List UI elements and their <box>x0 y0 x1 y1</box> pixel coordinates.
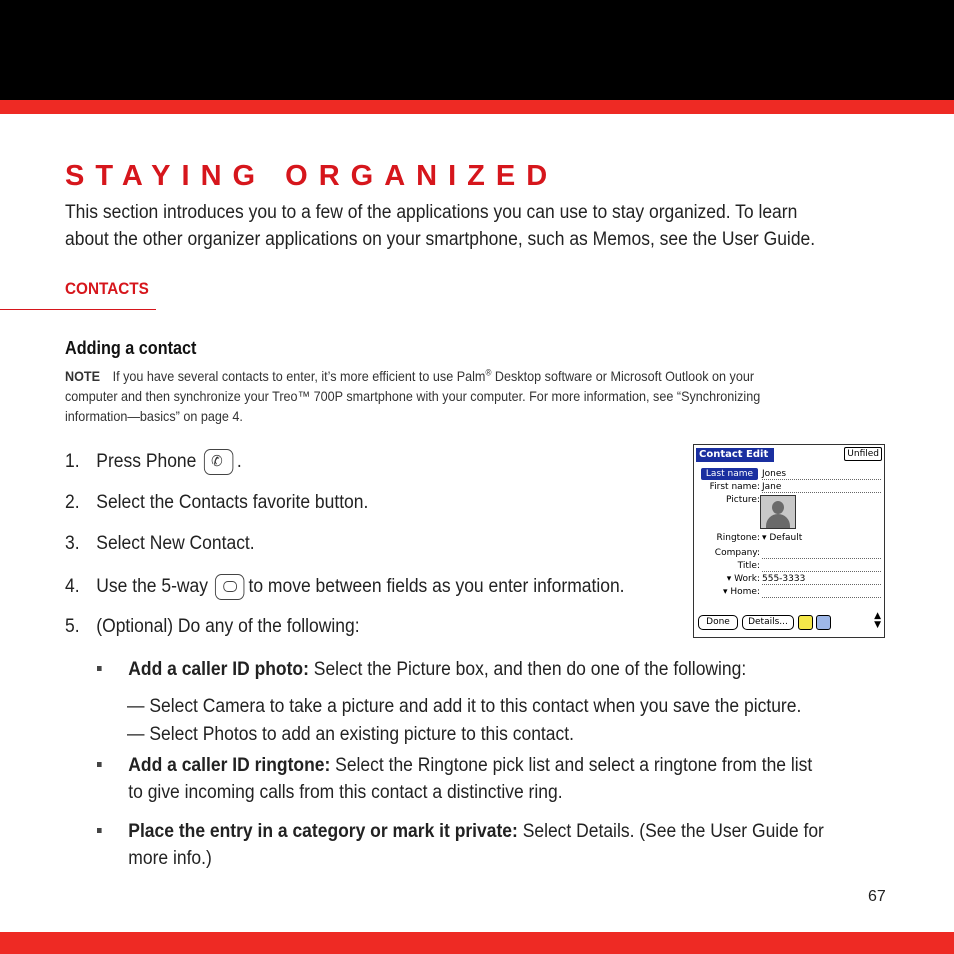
first-name-value[interactable]: Jane <box>762 482 782 492</box>
step-3: 3. Select New Contact. <box>65 533 255 554</box>
bullet-caller-ringtone: Add a caller ID ringtone: Select the Ringtone pick list and select a ringtone from the list to give incoming calls from this contact a distinctive ring. <box>97 752 833 806</box>
last-name-value[interactable]: Jones <box>762 469 787 479</box>
note-text: information—basics” on page 4. <box>65 408 243 424</box>
bullet-square <box>97 762 102 767</box>
page-title: STAYING ORGANIZED <box>65 160 559 192</box>
bottom-red-bar <box>0 932 954 954</box>
done-button[interactable]: Done <box>698 615 738 630</box>
person-silhouette-icon <box>772 501 784 514</box>
note-label: NOTE <box>65 368 101 384</box>
last-name-row <box>694 468 884 480</box>
first-name-row <box>694 481 884 493</box>
ringtone-label: Ringtone: <box>716 533 760 543</box>
note-text: If you have several contacts to enter, it’s more efficient to use Palm <box>112 368 486 384</box>
dash-item-photos: — Select Photos to add an existing picture to this contact. <box>127 724 574 745</box>
ringtone-row <box>694 532 884 544</box>
five-way-navigator-icon <box>215 574 244 600</box>
last-name-label: Last name <box>701 468 758 480</box>
bullet-square <box>97 828 102 833</box>
first-name-label: First name: <box>709 482 760 492</box>
intro-paragraph <box>65 199 838 253</box>
step-5: 5. (Optional) Do any of the following: <box>65 616 360 637</box>
company-label: Company: <box>714 548 760 558</box>
subheading: Adding a contact <box>65 338 197 358</box>
note-text: Desktop software or Microsoft Outlook on your <box>491 368 755 384</box>
step-1: 1. Press Phone ✆ . <box>65 449 242 475</box>
section-heading: CONTACTS <box>65 279 149 298</box>
note-icon[interactable] <box>798 615 813 630</box>
bullet-square <box>97 666 102 671</box>
note-text: computer and then synchronize your Treo™ 700P smartphone with your computer. For more information, see “Synchronizing <box>65 388 761 404</box>
contact-picture-box[interactable] <box>760 495 796 529</box>
step-2: 2. Select the Contacts favorite button. <box>65 492 369 513</box>
intro-line: This section introduces you to a few of the applications you can use to stay organized. To learn <box>65 202 798 223</box>
work-label[interactable]: ▾ Work: <box>726 574 760 584</box>
home-label[interactable]: ▾ Home: <box>723 587 760 597</box>
work-row <box>694 573 884 585</box>
contact-edit-header: Contact Edit <box>696 448 774 462</box>
phone-button-icon: ✆ <box>204 449 233 475</box>
ringtone-picklist[interactable]: ▾ Default <box>762 533 803 543</box>
work-value[interactable]: 555-3333 <box>762 574 806 584</box>
company-row <box>694 547 884 559</box>
top-black-banner <box>0 0 954 100</box>
top-red-stripe <box>0 100 954 114</box>
details-button[interactable]: Details... <box>742 615 794 630</box>
registered-mark: ® <box>485 367 492 378</box>
contact-edit-screenshot <box>693 444 885 638</box>
title-row <box>694 560 884 572</box>
intro-line: about the other organizer applications on your smartphone, such as Memos, see the User Guide. <box>65 229 816 250</box>
dash-item-camera: — Select Camera to take a picture and add it to this contact when you save the picture. <box>127 696 802 717</box>
map-icon[interactable] <box>816 615 831 630</box>
bullet-category-private: Place the entry in a category or mark it private: Select Details. (See the User Guide for more info.) <box>97 818 833 872</box>
bullet-caller-photo: Add a caller ID photo: Select the Picture box, and then do one of the following: <box>97 656 833 683</box>
note-block <box>65 366 875 426</box>
home-row <box>694 586 884 598</box>
picture-label: Picture: <box>726 495 760 505</box>
title-label: Title: <box>737 561 760 571</box>
step-4: 4. Use the 5-way to move between fields as you enter information. <box>65 574 625 600</box>
page-number: 67 <box>868 888 886 905</box>
scroll-arrows-icon[interactable]: ▲ ▼ <box>874 611 881 630</box>
category-unfiled[interactable]: Unfiled <box>844 447 882 461</box>
section-rule <box>0 309 156 310</box>
